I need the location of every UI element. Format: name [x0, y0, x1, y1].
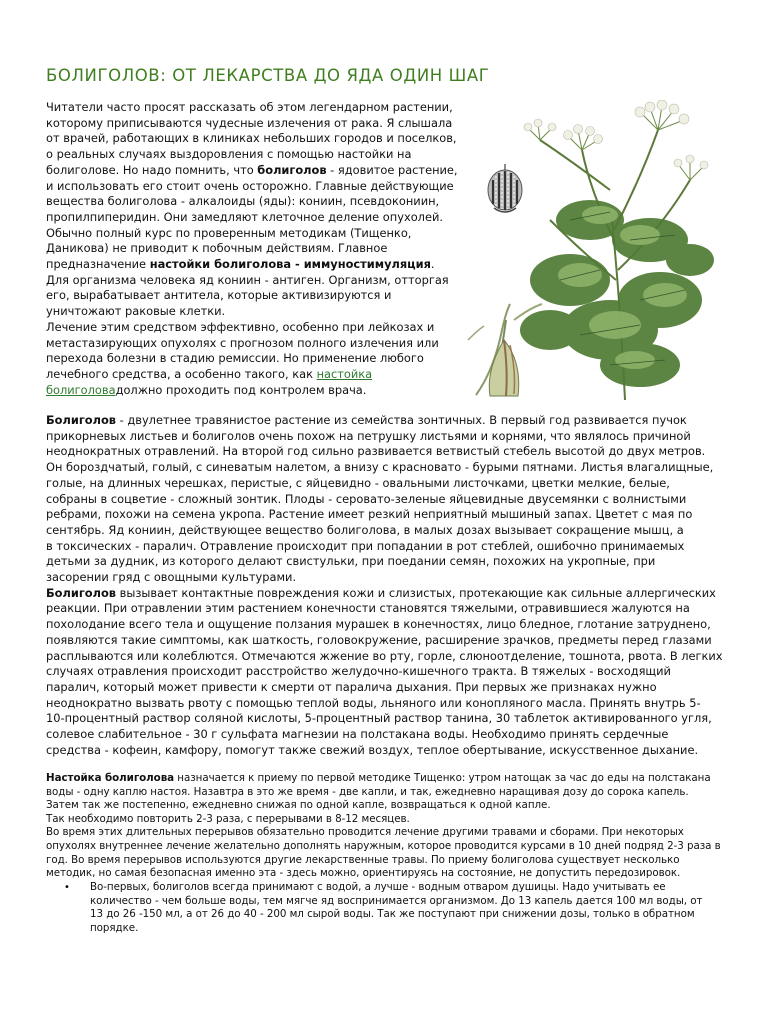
text-line: в токсических - паралич. Отравление происходит при попадании в рот стеблей, ошибочно принимаемых	[46, 538, 685, 553]
text-line: методик, но самая безопасная именно эта - здесь можно, ориентируясь на состояние, не допустить передозировок.	[46, 867, 681, 880]
text-line: Так необходимо повторить 2-3 раза, с перерывами в 8-12 месяцев.	[46, 812, 410, 825]
text-line: которому приписываются чудесные излечения от рака. Я слышала	[46, 115, 453, 130]
text-line: вещества болиголова - алкалоиды (яды): кониин, псевдокониин,	[46, 194, 440, 209]
text-line: засорении гряд с овощными культурами.	[46, 570, 297, 585]
text-line: ребрами, похожи на семена укропа. Растение имеет резкий неприятный мышиный запах. Цветет с мая по	[46, 507, 693, 522]
bullet-text	[90, 881, 702, 935]
text-line: его, вырабатывает антитела, которые активизируются и	[46, 288, 392, 303]
text-line: Лечение этим средством эффективно, особенно при лейкозах и	[46, 319, 435, 334]
text-line: Даникова) не приводит к побочным действиям. Главное	[46, 241, 388, 256]
bold-term: Болиголов	[46, 413, 116, 427]
text-line: порядке.	[90, 921, 139, 934]
text-line: Во-первых, болиголов всегда принимают с водой, а лучше - водным отваром душицы. Надо учитывать ее	[90, 881, 666, 893]
text-line: появляются такие симптомы, как шаткость, головокружение, расширение зрачков, предметы перед глазами	[46, 632, 712, 647]
tincture-link[interactable]: болиголова	[46, 382, 116, 397]
text-line: опухолях внутреннее лечение желательно дополнять наружным, которое проводится курсами в 10 дней подряд 2-3 раза в	[46, 839, 721, 852]
bullet-marker: •	[64, 882, 70, 893]
text-line: голые, на длинных черешках, перистые, с яйцевидно - овальными листочками, цветки мелкие, белые,	[46, 475, 670, 490]
text-line: предназначение настойки болиголова - иммуностимуляция.	[46, 257, 435, 272]
text-line: Обычно полный курс по проверенным методикам (Тищенко,	[46, 225, 412, 240]
text-line: Болиголов вызывает контактные повреждения кожи и слизистых, протекающие как сильные аллергических	[46, 585, 716, 600]
text-line: пропилпиперидин. Они замедляют клеточное деление опухолей.	[46, 209, 443, 224]
text-line: неоднократно вызвать рвоту с помощью теплой воды, льняного или конопляного масла. Принять внутрь 5-	[46, 695, 701, 710]
text-line: Болиголов - двулетнее травянистое растение из семейства зонтичных. В первый год развивается пучок	[46, 413, 687, 427]
text-line: Он бороздчатый, голый, с синеватым налетом, а внизу с красновато - бурыми пятнами. Листья влагалищные,	[46, 460, 714, 475]
text-line: болиголове. Но надо помнить, что болиголов - ядовитое растение,	[46, 162, 458, 177]
bold-term: Болиголов	[46, 585, 116, 600]
description-paragraph	[46, 413, 723, 758]
text-line: похолодание всего тела и ощущение ползания мурашек в конечностях, лицо бледное, глотание затруднено,	[46, 617, 711, 632]
text-line: паралич, который может привести к смерти от паралича дыхания. При первых же признаках нужно	[46, 679, 657, 694]
text-line: Читатели часто просят рассказать об этом легендарном растении,	[46, 100, 453, 114]
text-line: средства - кофеин, камфору, помогут также свежий воздух, теплое обертывание, искусственное дыхание.	[46, 742, 699, 757]
text-line: реакции. При отравлении этим растением конечности становятся тяжелыми, отравившиеся жалуются на	[46, 601, 690, 616]
text-line: прикорневых листьев и болиголов очень похож на петрушку листьями и корнями, что являлось причиной	[46, 428, 691, 443]
text-line: детьми за дудник, из которого делают свистульки, при поедании семян, похожих на укропные, при	[46, 554, 656, 569]
text-line: неоднократных отравлений. На второй год сильно развивается ветвистый стебель высотой до двух метров.	[46, 444, 706, 459]
tincture-method-paragraph	[46, 772, 721, 881]
text-line: болиголовадолжно проходить под контролем врача.	[46, 382, 367, 397]
text-line: год. Во время перерывов используются другие лекарственные травы. По приему болиголова существует несколько	[46, 853, 680, 866]
text-line: солевое слабительное - 30 г сульфата магнезии на полстакана воды. Необходимо принять сердечные	[46, 727, 669, 742]
leaf-sheath-illustration	[466, 300, 546, 400]
text-line: 10-процентный раствор соляной кислоты, 5-процентный раствор танина, 30 таблеток активированного угля,	[46, 711, 712, 726]
intro-paragraph	[46, 100, 458, 398]
text-line: уничтожают раковые клетки.	[46, 304, 226, 319]
text-line: воды - одну каплю настоя. Назавтра в это же время - две капли, и так, ежедневно наращивая дозу до сорока капель.	[46, 785, 689, 798]
text-line: Для организма человека яд кониин - антиген. Организм, отторгая	[46, 272, 449, 287]
text-line: метастазирующих опухолях с прогнозом полного излечения или	[46, 335, 439, 350]
bold-term: болиголов	[257, 162, 327, 177]
bold-term: настойки болиголова - иммуностимуляция	[149, 257, 431, 272]
bold-term: Настойка болиголова	[46, 772, 175, 784]
text-line: расплываются или колеблются. Отмечаются жжение во рту, горле, слюноотделение, тошнота, рвота. В легких	[46, 648, 723, 663]
page-title: БОЛИГОЛОВ: ОТ ЛЕКАРСТВА ДО ЯДА ОДИН ШАГ	[46, 66, 490, 85]
text-line: 13 до 26 -150 мл, а от 26 до 40 - 200 мл сырой воды. Так же поступают при снижении дозы, только в обратном	[90, 908, 695, 921]
text-line: собраны в соцветие - сложный зонтик. Плоды - серовато-зеленые яйцевидные двусемянки с волнистыми	[46, 491, 687, 506]
text-line: Затем так же постепенно, ежедневно снижая по одной капле, возвращаться к одной капле.	[46, 799, 551, 812]
text-line: случаях отравления происходит расстройство желудочно-кишечного тракта. В тяжелых - восходящий	[46, 664, 671, 679]
text-line: Настойка болиголова назначается к приему по первой методике Тищенко: утром натощак за час до еды на полстакана	[46, 772, 711, 784]
text-line: о реальных случаях выздоровления с помощью настойки на	[46, 147, 412, 162]
text-line: количество - чем больше воды, тем мягче яд воспринимается организмом. До 13 капель дается 100 мл воды, от	[90, 894, 703, 907]
text-line: лечебного средства, а особенно такого, как настойка	[46, 366, 373, 381]
text-line: и использовать его стоит очень осторожно. Главные действующие	[46, 178, 454, 193]
text-line: сентябрь. Яд кониин, действующее вещество болиголова, в малых дозах вызывает сокращение мышц, а	[46, 522, 684, 537]
tincture-link[interactable]: настойка	[316, 366, 373, 381]
text-line: перехода болезни в стадию ремиссии. Но применение любого	[46, 351, 424, 366]
text-line: Во время этих длительных перерывов обязательно проводится лечение другими травами и сборами. При некоторых	[46, 826, 684, 839]
text-line: от врачей, работающих в клиниках небольших городов и поселков,	[46, 131, 457, 146]
